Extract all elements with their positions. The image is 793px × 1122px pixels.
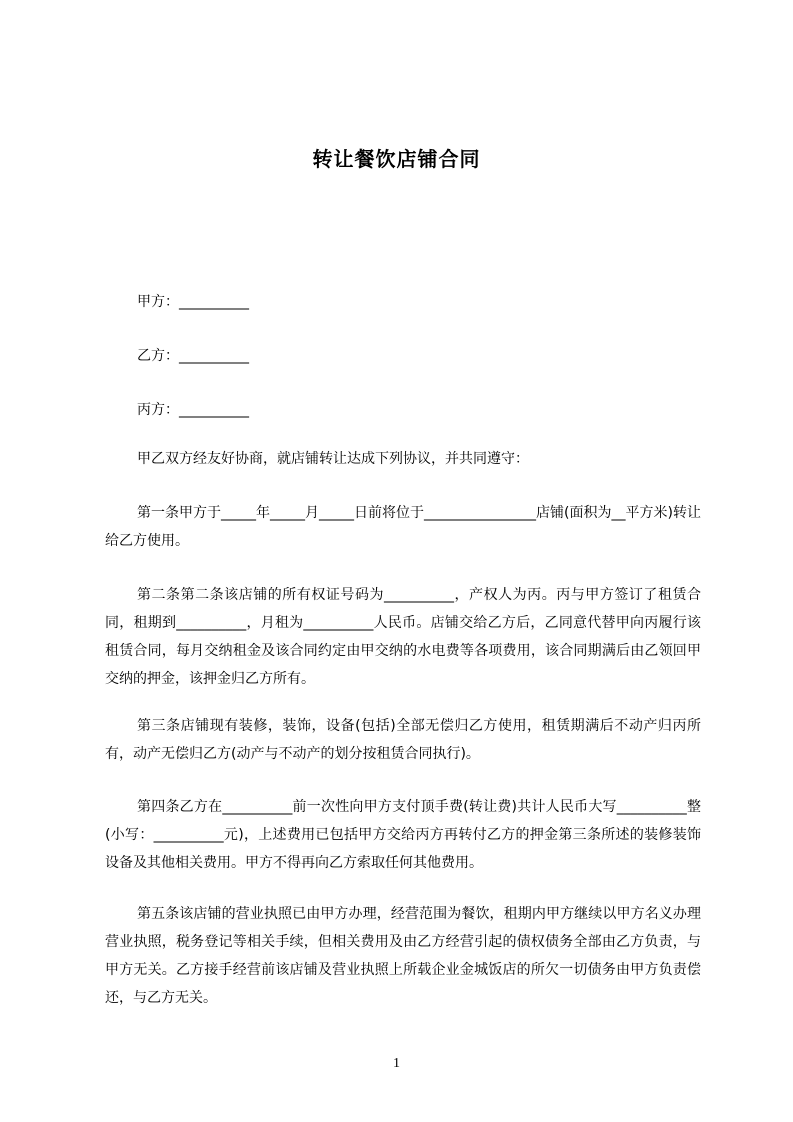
- article-2: 第二条第二条该店铺的所有权证号码为__________，产权人为丙。丙与甲方签订了租赁合同，租期到__________，月租为__________人民币。店铺交给乙方后，乙同意代替甲向丙履行该租赁合同，每月交纳租金及该合同约定由甲交纳的水电费等各项费用，该合同期满后由乙领回甲交纳的押金，该押金归乙方所有。: [105, 587, 701, 687]
- party-a-line: 甲方：__________: [137, 294, 249, 310]
- party-c-line: 丙方：__________: [137, 402, 249, 418]
- page-number: 1: [393, 1056, 400, 1071]
- article-5: 第五条该店铺的营业执照已由甲方办理，经营范围为餐饮，租期内甲方继续以甲方名义办理营业执照，税务登记等相关手续，但相关费用及由乙方经营引起的债权债务全部由乙方负责，与甲方无关。乙方接手经营前该店铺及营业执照上所载企业金城饭店的所欠一切债务由甲方负责偿还，与乙方无关。: [105, 906, 701, 1006]
- article-1: 第一条甲方于_____年_____月_____日前将位于________________店铺(面积为__平方米)转让给乙方使用。: [105, 505, 701, 549]
- article-4: 第四条乙方在__________前一次性向甲方支付顶手费(转让费)共计人民币大写__________整(小写：__________元)，上述费用已包括甲方交给丙方再转付乙方的押金第三条所述的装修装饰设备及其他相关费用。甲方不得再向乙方索取任何其他费用。: [105, 799, 701, 871]
- intro-paragraph: 甲乙双方经友好协商，就店铺转让达成下列协议，并共同遵守：: [137, 451, 529, 467]
- article-3: 第三条店铺现有装修，装饰，设备(包括)全部无偿归乙方使用，租赁期满后不动产归丙所有，动产无偿归乙方(动产与不动产的划分按租赁合同执行)。: [105, 718, 701, 762]
- party-b-line: 乙方：__________: [137, 348, 249, 364]
- document-title: 转让餐饮店铺合同: [312, 147, 481, 171]
